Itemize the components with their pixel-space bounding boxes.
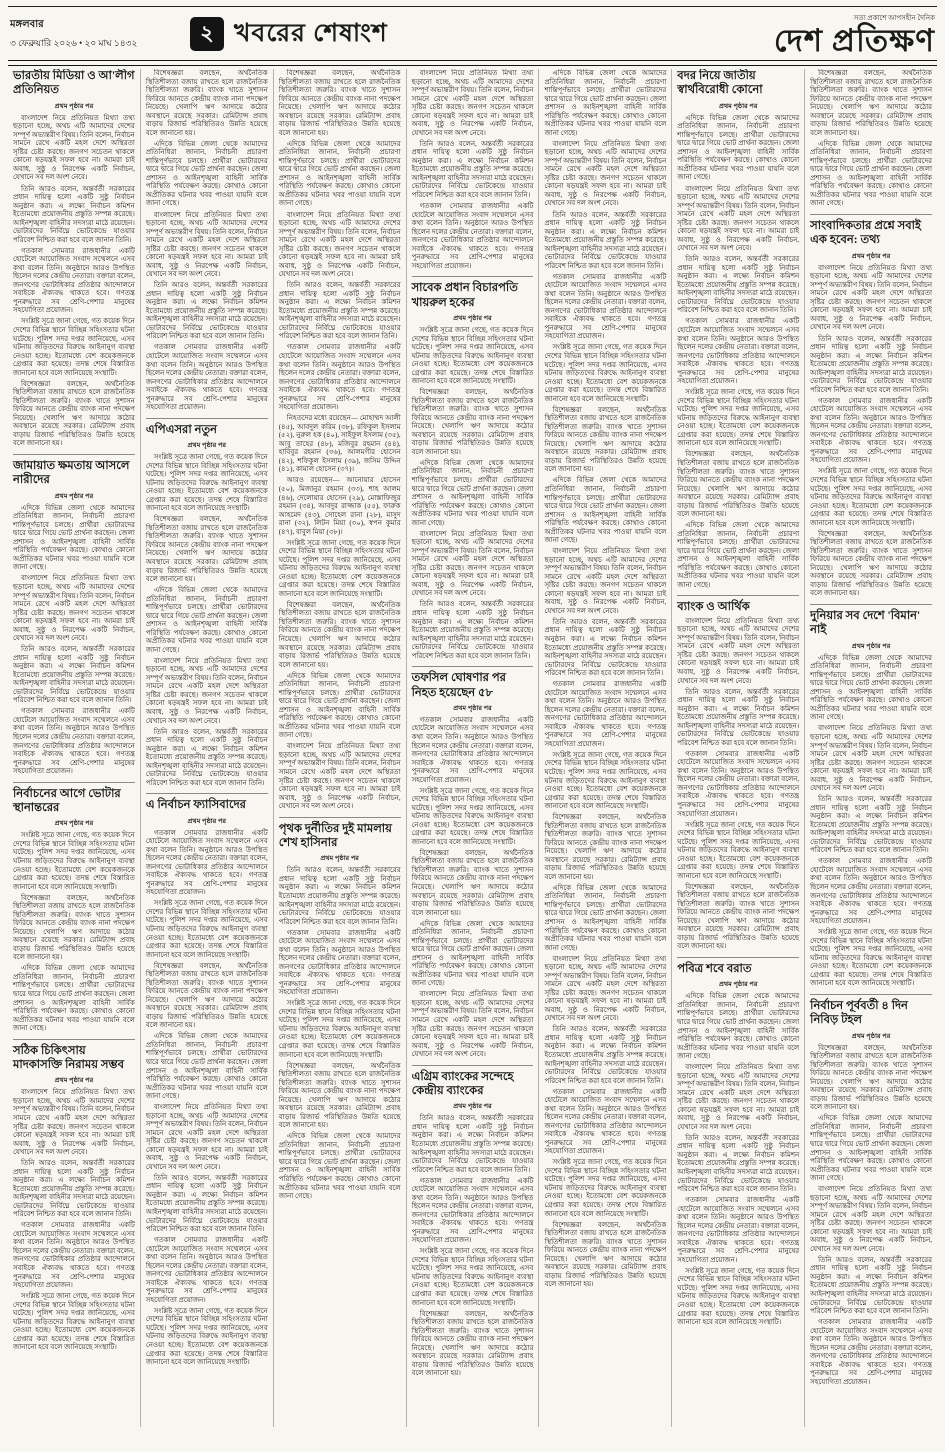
body-paragraph: বিশেষজ্ঞরা বলছেন, অর্থনৈতিক স্থিতিশীলতা বজায় রাখতে হলে রাজনৈতিক স্থিতিশীলতা জরুরি। ব্যাংক খাতে সুশাসন ফিরিয়ে আনতে কেন্দ্রীয় ব্যাংক নানা পদক্ষেপ নিয়েছে। খেলাপি ঋণ আদায়ে কঠোর অবস্থানে রয়েছে সরকার। রেমিট্যান্স প্রবাহ বাড়ায় রিজার্ভ পরিস্থিতিরও উন্নতি হয়েছে বলে জানানো হয়। [810, 69, 933, 137]
page-number-badge: ২ [190, 17, 224, 51]
column-1 [8, 69, 140, 1427]
body-paragraph: তিনি আরও বলেন, অন্তর্বর্তী সরকারের প্রধান দায়িত্ব হলো একটি সুষ্ঠু নির্বাচন অনুষ্ঠান করা। এ লক্ষ্যে নির্বাচন কমিশন ইতোমধ্যে প্রয়োজনীয় প্রস্তুতি সম্পন্ন করেছে। আইনশৃঙ্খলা বাহিনীর সদস্যরা মাঠে রয়েছেন। ভোটারদের নির্বিঘ্নে ভোটকেন্দ্রে যাওয়ার পরিবেশ নিশ্চিত করা হবে বলে জানান তিনি। [13, 645, 135, 705]
body-paragraph: গতকাল সোমবার রাজধানীর একটি হোটেলে আয়োজিত সংবাদ সম্মেলনে এসব কথা বলেন তিনি। অনুষ্ঠানে আরও উপস্থিত ছিলেন দলের কেন্দ্রীয় নেতারা। বক্তারা বলেন, জনগণের ভোটাধিকার প্রতিষ্ঠার আন্দোলনে সবাইকে ঐক্যবদ্ধ থাকতে হবে। গণতন্ত্র পুনরুদ্ধারে সব শ্রেণি-পেশার মানুষের সহযোগিতা প্রয়োজন। [677, 1196, 800, 1264]
body-paragraph: গতকাল সোমবার রাজধানীর একটি হোটেলে আয়োজিত সংবাদ সম্মেলনে এসব কথা বলেন তিনি। অনুষ্ঠানে আরও উপস্থিত ছিলেন দলের কেন্দ্রীয় নেতারা। বক্তারা বলেন, জনগণের ভোটাধিকার প্রতিষ্ঠার আন্দোলনে সবাইকে ঐক্যবদ্ধ থাকতে হবে। গণতন্ত্র পুনরুদ্ধারে সব শ্রেণি-পেশার মানুষের সহযোগিতা প্রয়োজন। [13, 1221, 135, 1290]
body-paragraph: বিশেষজ্ঞরা বলছেন, অর্থনৈতিক স্থিতিশীলতা বজায় রাখতে হলে রাজনৈতিক স্থিতিশীলতা জরুরি। ব্যাংক খাতে সুশাসন ফিরিয়ে আনতে কেন্দ্রীয় ব্যাংক নানা পদক্ষেপ নিয়েছে। খেলাপি ঋণ আদায়ে কঠোর অবস্থানে রয়েছে সরকার। রেমিট্যান্স প্রবাহ বাড়ায় রিজার্ভ পরিস্থিতিরও উন্নতি হয়েছে বলে জানানো হয়। [278, 69, 401, 137]
body-paragraph: তিনি আরও বলেন, অন্তর্বর্তী সরকারের প্রধান দায়িত্ব হলো একটি সুষ্ঠু নির্বাচন অনুষ্ঠান করা। এ লক্ষ্যে নির্বাচন কমিশন ইতোমধ্যে প্রয়োজনীয় প্রস্তুতি সম্পন্ন করেছে। আইনশৃঙ্খলা বাহিনীর সদস্যরা মাঠে রয়েছেন। ভোটারদের নির্বিঘ্নে ভোটকেন্দ্রে যাওয়ার পরিবেশ নিশ্চিত করা হবে বলে জানান তিনি। [544, 210, 667, 270]
body-paragraph: বাংলাদেশ নিয়ে প্রতিনিয়ত মিথ্যা তথ্য ছড়ানো হচ্ছে, অথচ এটি আমাদের দেশের সম্পূর্ণ অভ্যন্তরীণ বিষয়। তিনি বলেন, নির্বাচন সামনে রেখে একটি মহল দেশে অস্থিরতা সৃষ্টির চেষ্টা করছে। জনগণ সচেতন থাকলে কোনো ষড়যন্ত্রই সফল হবে না। আমরা চাই অবাধ, সুষ্ঠু ও নিরপেক্ষ একটি নির্বাচন, যেখানে সব দল অংশ নেবে। [278, 210, 401, 279]
date-block [10, 17, 180, 51]
article-headline: সাবেক প্রধান বিচারপতি খায়রুল হকের [412, 276, 534, 310]
body-paragraph: গতকাল সোমবার রাজধানীর একটি হোটেলে আয়োজিত সংবাদ সম্মেলনে এসব কথা বলেন তিনি। অনুষ্ঠানে আরও উপস্থিত ছিলেন দলের কেন্দ্রীয় নেতারা। বক্তারা বলেন, জনগণের ভোটাধিকার প্রতিষ্ঠার আন্দোলনে সবাইকে ঐক্যবদ্ধ থাকতে হবে। গণতন্ত্র পুনরুদ্ধারে সব শ্রেণি-পেশার মানুষের সহযোগিতা প্রয়োজন। [13, 246, 135, 315]
body-paragraph: বাংলাদেশ নিয়ে প্রতিনিয়ত মিথ্যা তথ্য ছড়ানো হচ্ছে, অথচ এটি আমাদের দেশের সম্পূর্ণ অভ্যন্তরীণ বিষয়। তিনি বলেন, নির্বাচন সামনে রেখে একটি মহল দেশে অস্থিরতা সৃষ্টির চেষ্টা করছে। জনগণ সচেতন থাকলে কোনো ষড়যন্ত্রই সফল হবে না। আমরা চাই অবাধ, সুষ্ঠু ও নিরপেক্ষ একটি নির্বাচন, যেখানে সব দল অংশ নেবে। [544, 547, 667, 615]
body-paragraph: গতকাল সোমবার রাজধানীর একটি হোটেলে আয়োজিত সংবাদ সম্মেলনে এসব কথা বলেন তিনি। অনুষ্ঠানে আরও উপস্থিত ছিলেন দলের কেন্দ্রীয় নেতারা। বক্তারা বলেন, জনগণের ভোটাধিকার প্রতিষ্ঠার আন্দোলনে সবাইকে ঐক্যবদ্ধ থাকতে হবে। গণতন্ত্র পুনরুদ্ধারে সব শ্রেণি-পেশার মানুষের সহযোগিতা প্রয়োজন। [411, 201, 534, 270]
body-paragraph: সংশ্লিষ্ট সূত্রে জানা গেছে, গত কয়েক দিনে দেশের বিভিন্ন স্থানে বিচ্ছিন্ন সহিংসতার ঘটনা ঘটেছে। পুলিশ সদর দপ্তর জানিয়েছে, এসব ঘটনায় জড়িতদের বিরুদ্ধে আইনানুগ ব্যবস্থা নেওয়া হচ্ছে। ইতোমধ্যে বেশ কয়েকজনকে গ্রেপ্তার করা হয়েছে। তদন্ত শেষে বিস্তারিত জানানো হবে বলে জানিয়েছে সংস্থাটি। [145, 453, 268, 513]
article-headline: পবিত্র শবে বরাত [677, 957, 799, 976]
article-headline: সঠিক চিকিৎসায় মাদকাসক্তি নিরাময় সম্ভব [13, 1039, 135, 1073]
body-paragraph: তিনি আরও বলেন, অন্তর্বর্তী সরকারের প্রধান দায়িত্ব হলো একটি সুষ্ঠু নির্বাচন অনুষ্ঠান করা। এ লক্ষ্যে নির্বাচন কমিশন ইতোমধ্যে প্রয়োজনীয় প্রস্তুতি সম্পন্ন করেছে। আইনশৃঙ্খলা বাহিনীর সদস্যরা মাঠে রয়েছেন। ভোটারদের নির্বিঘ্নে ভোটকেন্দ্রে যাওয়ার পরিবেশ নিশ্চিত করা হবে বলে জানান তিনি। [677, 255, 800, 315]
body-paragraph: গতকাল সোমবার রাজধানীর একটি হোটেলে আয়োজিত সংবাদ সম্মেলনে এসব কথা বলেন তিনি। অনুষ্ঠানে আরও উপস্থিত ছিলেন দলের কেন্দ্রীয় নেতারা। বক্তারা বলেন, জনগণের ভোটাধিকার প্রতিষ্ঠার আন্দোলনে সবাইকে ঐক্যবদ্ধ থাকতে হবে। গণতন্ত্র পুনরুদ্ধারে সব শ্রেণি-পেশার মানুষের সহযোগিতা প্রয়োজন। [810, 1318, 933, 1386]
body-paragraph: তিনি আরও বলেন, অন্তর্বর্তী সরকারের প্রধান দায়িত্ব হলো একটি সুষ্ঠু নির্বাচন অনুষ্ঠান করা। এ লক্ষ্যে নির্বাচন কমিশন ইতোমধ্যে প্রয়োজনীয় প্রস্তুতি সম্পন্ন করেছে। আইনশৃঙ্খলা বাহিনীর সদস্যরা মাঠে রয়েছেন। ভোটারদের নির্বিঘ্নে ভোটকেন্দ্রে যাওয়ার পরিবেশ নিশ্চিত করা হবে বলে জানান তিনি। [278, 281, 401, 341]
body-paragraph: সংশ্লিষ্ট সূত্রে জানা গেছে, গত কয়েক দিনে দেশের বিভিন্ন স্থানে বিচ্ছিন্ন সহিংসতার ঘটনা ঘটেছে। পুলিশ সদর দপ্তর জানিয়েছে, এসব ঘটনায় জড়িতদের বিরুদ্ধে আইনানুগ ব্যবস্থা নেওয়া হচ্ছে। ইতোমধ্যে বেশ কয়েকজনকে গ্রেপ্তার করা হয়েছে। তদন্ত শেষে বিস্তারিত জানানো হবে বলে জানিয়েছে সংস্থাটি। [677, 1266, 800, 1327]
body-paragraph: বাংলাদেশ নিয়ে প্রতিনিয়ত মিথ্যা তথ্য ছড়ানো হচ্ছে, অথচ এটি আমাদের দেশের সম্পূর্ণ অভ্যন্তরীণ বিষয়। তিনি বলেন, নির্বাচন সামনে রেখে একটি মহল দেশে অস্থিরতা সৃষ্টির চেষ্টা করছে। জনগণ সচেতন থাকলে কোনো ষড়যন্ত্রই সফল হবে না। আমরা চাই অবাধ, সুষ্ঠু ও নিরপেক্ষ একটি নির্বাচন, যেখানে সব দল অংশ নেবে। [411, 990, 534, 1059]
body-paragraph: গতকাল সোমবার রাজধানীর একটি হোটেলে আয়োজিত সংবাদ সম্মেলনে এসব কথা বলেন তিনি। অনুষ্ঠানে আরও উপস্থিত ছিলেন দলের কেন্দ্রীয় নেতারা। বক্তারা বলেন, জনগণের ভোটাধিকার প্রতিষ্ঠার আন্দোলনে সবাইকে ঐক্যবদ্ধ থাকতে হবে। গণতন্ত্র পুনরুদ্ধারে সব শ্রেণি-পেশার মানুষের সহযোগিতা প্রয়োজন। [411, 1176, 534, 1245]
body-paragraph: তিনি আরও বলেন, অন্তর্বর্তী সরকারের প্রধান দায়িত্ব হলো একটি সুষ্ঠু নির্বাচন অনুষ্ঠান করা। এ লক্ষ্যে নির্বাচন কমিশন ইতোমধ্যে প্রয়োজনীয় প্রস্তুতি সম্পন্ন করেছে। আইনশৃঙ্খলা বাহিনীর সদস্যরা মাঠে রয়েছেন। ভোটারদের নির্বিঘ্নে ভোটকেন্দ্রে যাওয়ার পরিবেশ নিশ্চিত করা হবে বলে জানান তিনি। [411, 1114, 534, 1174]
body-paragraph: গতকাল সোমবার রাজধানীর একটি হোটেলে আয়োজিত সংবাদ সম্মেলনে এসব কথা বলেন তিনি। অনুষ্ঠানে আরও উপস্থিত ছিলেন দলের কেন্দ্রীয় নেতারা। বক্তারা বলেন, জনগণের ভোটাধিকার প্রতিষ্ঠার আন্দোলনে সবাইকে ঐক্যবদ্ধ থাকতে হবে। গণতন্ত্র পুনরুদ্ধারে সব শ্রেণি-পেশার মানুষের সহযোগিতা প্রয়োজন। [13, 707, 135, 776]
body-paragraph: এদিকে বিভিন্ন জেলা থেকে আমাদের প্রতিনিধিরা জানান, নির্বাচনী প্রচারণা শান্তিপূর্ণভাবে চলছে। প্রার্থীরা ভোটারদের দ্বারে দ্বারে গিয়ে ভোট প্রার্থনা করছেন। জেলা প্রশাসন ও আইনশৃঙ্খলা বাহিনী সার্বিক পরিস্থিতি পর্যবেক্ষণ করছে। কোথাও কোনো অপ্রীতিকর ঘটনার খবর পাওয়া যায়নি বলে জানা গেছে। [278, 139, 401, 208]
body-paragraph: বাংলাদেশ নিয়ে প্রতিনিয়ত মিথ্যা তথ্য ছড়ানো হচ্ছে, অথচ এটি আমাদের দেশের সম্পূর্ণ অভ্যন্তরীণ বিষয়। তিনি বলেন, নির্বাচন সামনে রেখে একটি মহল দেশে অস্থিরতা সৃষ্টির চেষ্টা করছে। জনগণ সচেতন থাকলে কোনো ষড়যন্ত্রই সফল হবে না। আমরা চাই অবাধ, সুষ্ঠু ও নিরপেক্ষ একটি নির্বাচন, যেখানে সব দল অংশ নেবে। [677, 1063, 800, 1131]
body-paragraph: বিশেষজ্ঞরা বলছেন, অর্থনৈতিক স্থিতিশীলতা বজায় রাখতে হলে রাজনৈতিক স্থিতিশীলতা জরুরি। ব্যাংক খাতে সুশাসন ফিরিয়ে আনতে কেন্দ্রীয় ব্যাংক নানা পদক্ষেপ নিয়েছে। খেলাপি ঋণ আদায়ে কঠোর অবস্থানে রয়েছে সরকার। রেমিট্যান্স প্রবাহ বাড়ায় রিজার্ভ পরিস্থিতিরও উন্নতি হয়েছে বলে জানানো হয়। [544, 1220, 667, 1289]
body-paragraph: এদিকে বিভিন্ন জেলা থেকে আমাদের প্রতিনিধিরা জানান, নির্বাচনী প্রচারণা শান্তিপূর্ণভাবে চলছে। প্রার্থীরা ভোটারদের দ্বারে দ্বারে গিয়ে ভোট প্রার্থনা করছেন। জেলা প্রশাসন ও আইনশৃঙ্খলা বাহিনী সার্বিক পরিস্থিতি পর্যবেক্ষণ করছে। কোথাও কোনো অপ্রীতিকর ঘটনার খবর পাওয়া যায়নি বলে জানা গেছে। [810, 1114, 933, 1183]
body-paragraph: তিনি আরও বলেন, অন্তর্বর্তী সরকারের প্রধান দায়িত্ব হলো একটি সুষ্ঠু নির্বাচন অনুষ্ঠান করা। এ লক্ষ্যে নির্বাচন কমিশন ইতোমধ্যে প্রয়োজনীয় প্রস্তুতি সম্পন্ন করেছে। আইনশৃঙ্খলা বাহিনীর সদস্যরা মাঠে রয়েছেন। ভোটারদের নির্বিঘ্নে ভোটকেন্দ্রে যাওয়ার পরিবেশ নিশ্চিত করা হবে বলে জানান তিনি। [278, 866, 401, 926]
body-paragraph: বিশেষজ্ঞরা বলছেন, অর্থনৈতিক স্থিতিশীলতা বজায় রাখতে হলে রাজনৈতিক স্থিতিশীলতা জরুরি। ব্যাংক খাতে সুশাসন ফিরিয়ে আনতে কেন্দ্রীয় ব্যাংক নানা পদক্ষেপ নিয়েছে। খেলাপি ঋণ আদায়ে কঠোর অবস্থানে রয়েছে সরকার। রেমিট্যান্স প্রবাহ বাড়ায় রিজার্ভ পরিস্থিতিরও উন্নতি হয়েছে বলে জানানো হয়। [544, 813, 667, 881]
body-paragraph: সংশ্লিষ্ট সূত্রে জানা গেছে, গত কয়েক দিনে দেশের বিভিন্ন স্থানে বিচ্ছিন্ন সহিংসতার ঘটনা ঘটেছে। পুলিশ সদর দপ্তর জানিয়েছে, এসব ঘটনায় জড়িতদের বিরুদ্ধে আইনানুগ ব্যবস্থা নেওয়া হচ্ছে। ইতোমধ্যে বেশ কয়েকজনকে গ্রেপ্তার করা হয়েছে। তদন্ত শেষে বিস্তারিত জানানো হবে বলে জানিয়েছে সংস্থাটি। [145, 899, 268, 959]
column-6 [671, 69, 804, 1427]
body-paragraph: সংশ্লিষ্ট সূত্রে জানা গেছে, গত কয়েক দিনে দেশের বিভিন্ন স্থানে বিচ্ছিন্ন সহিংসতার ঘটনা ঘটেছে। পুলিশ সদর দপ্তর জানিয়েছে, এসব ঘটনায় জড়িতদের বিরুদ্ধে আইনানুগ ব্যবস্থা নেওয়া হচ্ছে। ইতোমধ্যে বেশ কয়েকজনকে গ্রেপ্তার করা হয়েছে। তদন্ত শেষে বিস্তারিত জানানো হবে বলে জানিয়েছে সংস্থাটি। [411, 325, 534, 386]
continued-from-label: প্রথম পৃষ্ঠার পর [54, 820, 94, 828]
body-paragraph: তিনি আরও বলেন, অন্তর্বর্তী সরকারের প্রধান দায়িত্ব হলো একটি সুষ্ঠু নির্বাচন অনুষ্ঠান করা। এ লক্ষ্যে নির্বাচন কমিশন ইতোমধ্যে প্রয়োজনীয় প্রস্তুতি সম্পন্ন করেছে। আইনশৃঙ্খলা বাহিনীর সদস্যরা মাঠে রয়েছেন। ভোটারদের নির্বিঘ্নে ভোটকেন্দ্রে যাওয়ার পরিবেশ নিশ্চিত করা হবে বলে জানান তিনি। [810, 334, 933, 394]
body-paragraph: সংশ্লিষ্ট সূত্রে জানা গেছে, গত কয়েক দিনে দেশের বিভিন্ন স্থানে বিচ্ছিন্ন সহিংসতার ঘটনা ঘটেছে। পুলিশ সদর দপ্তর জানিয়েছে, এসব ঘটনায় জড়িতদের বিরুদ্ধে আইনানুগ ব্যবস্থা নেওয়া হচ্ছে। ইতোমধ্যে বেশ কয়েকজনকে গ্রেপ্তার করা হয়েছে। তদন্ত শেষে বিস্তারিত জানানো হবে বলে জানিয়েছে সংস্থাটি। [677, 388, 800, 448]
body-paragraph: তিনি আরও বলেন, অন্তর্বর্তী সরকারের প্রধান দায়িত্ব হলো একটি সুষ্ঠু নির্বাচন অনুষ্ঠান করা। এ লক্ষ্যে নির্বাচন কমিশন ইতোমধ্যে প্রয়োজনীয় প্রস্তুতি সম্পন্ন করেছে। আইনশৃঙ্খলা বাহিনীর সদস্যরা মাঠে রয়েছেন। ভোটারদের নির্বিঘ্নে ভোটকেন্দ্রে যাওয়ার পরিবেশ নিশ্চিত করা হবে বলে জানান তিনি। [13, 1159, 135, 1219]
continued-from-label: প্রথম পৃষ্ঠার পর [851, 642, 891, 650]
continued-from-label: প্রথম পৃষ্ঠার পর [54, 102, 94, 110]
body-paragraph: গতকাল সোমবার রাজধানীর একটি হোটেলে আয়োজিত সংবাদ সম্মেলনে এসব কথা বলেন তিনি। অনুষ্ঠানে আরও উপস্থিত ছিলেন দলের কেন্দ্রীয় নেতারা। বক্তারা বলেন, জনগণের ভোটাধিকার প্রতিষ্ঠার আন্দোলনে সবাইকে ঐক্যবদ্ধ থাকতে হবে। গণতন্ত্র পুনরুদ্ধারে সব শ্রেণি-পেশার মানুষের সহযোগিতা প্রয়োজন। [145, 828, 268, 897]
body-paragraph: বিশেষজ্ঞরা বলছেন, অর্থনৈতিক স্থিতিশীলতা বজায় রাখতে হলে রাজনৈতিক স্থিতিশীলতা জরুরি। ব্যাংক খাতে সুশাসন ফিরিয়ে আনতে কেন্দ্রীয় ব্যাংক নানা পদক্ষেপ নিয়েছে। খেলাপি ঋণ আদায়ে কঠোর অবস্থানে রয়েছে সরকার। রেমিট্যান্স প্রবাহ বাড়ায় রিজার্ভ পরিস্থিতিরও উন্নতি হয়েছে বলে জানানো হয়। [411, 1309, 534, 1378]
body-paragraph: গতকাল সোমবার রাজধানীর একটি হোটেলে আয়োজিত সংবাদ সম্মেলনে এসব কথা বলেন তিনি। অনুষ্ঠানে আরও উপস্থিত ছিলেন দলের কেন্দ্রীয় নেতারা। বক্তারা বলেন, জনগণের ভোটাধিকার প্রতিষ্ঠার আন্দোলনে সবাইকে ঐক্যবদ্ধ থাকতে হবে। গণতন্ত্র পুনরুদ্ধারে সব শ্রেণি-পেশার মানুষের সহযোগিতা প্রয়োজন। [677, 749, 800, 818]
body-paragraph: তিনি আরও বলেন, অন্তর্বর্তী সরকারের প্রধান দায়িত্ব হলো একটি সুষ্ঠু নির্বাচন অনুষ্ঠান করা। এ লক্ষ্যে নির্বাচন কমিশন ইতোমধ্যে প্রয়োজনীয় প্রস্তুতি সম্পন্ন করেছে। আইনশৃঙ্খলা বাহিনীর সদস্যরা মাঠে রয়েছেন। ভোটারদের নির্বিঘ্নে ভোটকেন্দ্রে যাওয়ার পরিবেশ নিশ্চিত করা হবে বলে জানান তিনি। [145, 727, 268, 787]
body-paragraph: বাংলাদেশ নিয়ে প্রতিনিয়ত মিথ্যা তথ্য ছড়ানো হচ্ছে, অথচ এটি আমাদের দেশের সম্পূর্ণ অভ্যন্তরীণ বিষয়। তিনি বলেন, নির্বাচন সামনে রেখে একটি মহল দেশে অস্থিরতা সৃষ্টির চেষ্টা করছে। জনগণ সচেতন থাকলে কোনো ষড়যন্ত্রই সফল হবে না। আমরা চাই অবাধ, সুষ্ঠু ও নিরপেক্ষ একটি নির্বাচন, যেখানে সব দল অংশ নেবে। [810, 724, 933, 793]
masthead-block [774, 12, 935, 56]
body-paragraph: গতকাল সোমবার রাজধানীর একটি হোটেলে আয়োজিত সংবাদ সম্মেলনে এসব কথা বলেন তিনি। অনুষ্ঠানে আরও উপস্থিত ছিলেন দলের কেন্দ্রীয় নেতারা। বক্তারা বলেন, জনগণের ভোটাধিকার প্রতিষ্ঠার আন্দোলনে সবাইকে ঐক্যবদ্ধ থাকতে হবে। গণতন্ত্র পুনরুদ্ধারে সব শ্রেণি-পেশার মানুষের সহযোগিতা প্রয়োজন। [810, 396, 933, 465]
body-paragraph: গতকাল সোমবার রাজধানীর একটি হোটেলে আয়োজিত সংবাদ সম্মেলনে এসব কথা বলেন তিনি। অনুষ্ঠানে আরও উপস্থিত ছিলেন দলের কেন্দ্রীয় নেতারা। বক্তারা বলেন, জনগণের ভোটাধিকার প্রতিষ্ঠার আন্দোলনে সবাইকে ঐক্যবদ্ধ থাকতে হবে। গণতন্ত্র পুনরুদ্ধারে সব শ্রেণি-পেশার মানুষের সহযোগিতা প্রয়োজন। [544, 1087, 667, 1156]
body-paragraph: এদিকে বিভিন্ন জেলা থেকে আমাদের প্রতিনিধিরা জানান, নির্বাচনী প্রচারণা শান্তিপূর্ণভাবে চলছে। প্রার্থীরা ভোটারদের দ্বারে দ্বারে গিয়ে ভোট প্রার্থনা করছেন। জেলা প্রশাসন ও আইনশৃঙ্খলা বাহিনী সার্বিক পরিস্থিতি পর্যবেক্ষণ করছে। কোথাও কোনো অপ্রীতিকর ঘটনার খবর পাওয়া যায়নি বলে জানা গেছে। [145, 586, 268, 654]
body-paragraph: সংশ্লিষ্ট সূত্রে জানা গেছে, গত কয়েক দিনে দেশের বিভিন্ন স্থানে বিচ্ছিন্ন সহিংসতার ঘটনা ঘটেছে। পুলিশ সদর দপ্তর জানিয়েছে, এসব ঘটনায় জড়িতদের বিরুদ্ধে আইনানুগ ব্যবস্থা নেওয়া হচ্ছে। ইতোমধ্যে বেশ কয়েকজনকে গ্রেপ্তার করা হয়েছে। তদন্ত শেষে বিস্তারিত জানানো হবে বলে জানিয়েছে সংস্থাটি। [13, 1292, 135, 1352]
body-paragraph: তিনি আরও বলেন, অন্তর্বর্তী সরকারের প্রধান দায়িত্ব হলো একটি সুষ্ঠু নির্বাচন অনুষ্ঠান করা। এ লক্ষ্যে নির্বাচন কমিশন ইতোমধ্যে প্রয়োজনীয় প্রস্তুতি সম্পন্ন করেছে। আইনশৃঙ্খলা বাহিনীর সদস্যরা মাঠে রয়েছেন। ভোটারদের নির্বিঘ্নে ভোটকেন্দ্রে যাওয়ার পরিবেশ নিশ্চিত করা হবে বলে জানান তিনি। [13, 184, 135, 244]
body-paragraph: গতকাল সোমবার রাজধানীর একটি হোটেলে আয়োজিত সংবাদ সম্মেলনে এসব কথা বলেন তিনি। অনুষ্ঠানে আরও উপস্থিত ছিলেন দলের কেন্দ্রীয় নেতারা। বক্তারা বলেন, জনগণের ভোটাধিকার প্রতিষ্ঠার আন্দোলনে সবাইকে ঐক্যবদ্ধ থাকতে হবে। গণতন্ত্র পুনরুদ্ধারে সব শ্রেণি-পেশার মানুষের সহযোগিতা প্রয়োজন। [677, 317, 800, 386]
body-paragraph: তিনি আরও বলেন, অন্তর্বর্তী সরকারের প্রধান দায়িত্ব হলো একটি সুষ্ঠু নির্বাচন অনুষ্ঠান করা। এ লক্ষ্যে নির্বাচন কমিশন ইতোমধ্যে প্রয়োজনীয় প্রস্তুতি সম্পন্ন করেছে। আইনশৃঙ্খলা বাহিনীর সদস্যরা মাঠে রয়েছেন। ভোটারদের নির্বিঘ্নে ভোটকেন্দ্রে যাওয়ার পরিবেশ নিশ্চিত করা হবে বলে জানান তিনি। [810, 1255, 933, 1316]
body-paragraph: বিশেষজ্ঞরা বলছেন, অর্থনৈতিক স্থিতিশীলতা বজায় রাখতে হলে রাজনৈতিক স্থিতিশীলতা জরুরি। ব্যাংক খাতে সুশাসন ফিরিয়ে আনতে কেন্দ্রীয় ব্যাংক নানা পদক্ষেপ নিয়েছে। খেলাপি ঋণ আদায়ে কঠোর অবস্থানে রয়েছে সরকার। রেমিট্যান্স প্রবাহ বাড়ায় রিজার্ভ পরিস্থিতিরও উন্নতি হয়েছে বলে জানানো হয়। [145, 515, 268, 584]
body-paragraph: এদিকে বিভিন্ন জেলা থেকে আমাদের প্রতিনিধিরা জানান, নির্বাচনী প্রচারণা শান্তিপূর্ণভাবে চলছে। প্রার্থীরা ভোটারদের দ্বারে দ্বারে গিয়ে ভোট প্রার্থনা করছেন। জেলা প্রশাসন ও আইনশৃঙ্খলা বাহিনী সার্বিক পরিস্থিতি পর্যবেক্ষণ করছে। কোথাও কোনো অপ্রীতিকর ঘটনার খবর পাওয়া যায়নি বলে জানা গেছে। [810, 653, 933, 722]
article-headline: তফসিল ঘোষণার পর নিহত হয়েছেন ৫৮ [412, 666, 534, 700]
page-header [8, 6, 937, 60]
body-paragraph: বিশেষজ্ঞরা বলছেন, অর্থনৈতিক স্থিতিশীলতা বজায় রাখতে হলে রাজনৈতিক স্থিতিশীলতা জরুরি। ব্যাংক খাতে সুশাসন ফিরিয়ে আনতে কেন্দ্রীয় ব্যাংক নানা পদক্ষেপ নিয়েছে। খেলাপি ঋণ আদায়ে কঠোর অবস্থানে রয়েছে সরকার। রেমিট্যান্স প্রবাহ বাড়ায় রিজার্ভ পরিস্থিতিরও উন্নতি হয়েছে বলে জানানো হয়। [13, 893, 135, 962]
body-paragraph: এদিকে বিভিন্ন জেলা থেকে আমাদের প্রতিনিধিরা জানান, নির্বাচনী প্রচারণা শান্তিপূর্ণভাবে চলছে। প্রার্থীরা ভোটারদের দ্বারে দ্বারে গিয়ে ভোট প্রার্থনা করছেন। জেলা প্রশাসন ও আইনশৃঙ্খলা বাহিনী সার্বিক পরিস্থিতি পর্যবেক্ষণ করছে। কোথাও কোনো অপ্রীতিকর ঘটনার খবর পাওয়া যায়নি বলে জানা গেছে। [810, 139, 933, 208]
body-paragraph: সংশ্লিষ্ট সূত্রে জানা গেছে, গত কয়েক দিনে দেশের বিভিন্ন স্থানে বিচ্ছিন্ন সহিংসতার ঘটনা ঘটেছে। পুলিশ সদর দপ্তর জানিয়েছে, এসব ঘটনায় জড়িতদের বিরুদ্ধে আইনানুগ ব্যবস্থা নেওয়া হচ্ছে। ইতোমধ্যে বেশ কয়েকজনকে গ্রেপ্তার করা হয়েছে। তদন্ত শেষে বিস্তারিত জানানো হবে বলে জানিয়েছে সংস্থাটি। [544, 750, 667, 811]
continued-from-label: প্রথম পৃষ্ঠার পর [453, 314, 492, 322]
article-headline: নির্বাচন পূর্ববর্তী ৪ দিন নিবিড় টহল [810, 994, 932, 1028]
article-headline: ভারতীয় মিডিয়া ও আ'লীগ প্রতিনিয়ত [13, 70, 135, 97]
column-4 [406, 69, 539, 1427]
body-paragraph: এদিকে বিভিন্ন জেলা থেকে আমাদের প্রতিনিধিরা জানান, নির্বাচনী প্রচারণা শান্তিপূর্ণভাবে চলছে। প্রার্থীরা ভোটারদের দ্বারে দ্বারে গিয়ে ভোট প্রার্থনা করছেন। জেলা প্রশাসন ও আইনশৃঙ্খলা বাহিনী সার্বিক পরিস্থিতি পর্যবেক্ষণ করছে। কোথাও কোনো অপ্রীতিকর ঘটনার খবর পাওয়া যায়নি বলে জানা গেছে। [145, 1032, 268, 1101]
body-paragraph: তিনি আরও বলেন, অন্তর্বর্তী সরকারের প্রধান দায়িত্ব হলো একটি সুষ্ঠু নির্বাচন অনুষ্ঠান করা। এ লক্ষ্যে নির্বাচন কমিশন ইতোমধ্যে প্রয়োজনীয় প্রস্তুতি সম্পন্ন করেছে। আইনশৃঙ্খলা বাহিনীর সদস্যরা মাঠে রয়েছেন। ভোটারদের নির্বিঘ্নে ভোটকেন্দ্রে যাওয়ার পরিবেশ নিশ্চিত করা হবে বলে জানান তিনি। [810, 795, 933, 855]
body-paragraph: বিশেষজ্ঞরা বলছেন, অর্থনৈতিক স্থিতিশীলতা বজায় রাখতে হলে রাজনৈতিক স্থিতিশীলতা জরুরি। ব্যাংক খাতে সুশাসন ফিরিয়ে আনতে কেন্দ্রীয় ব্যাংক নানা পদক্ষেপ নিয়েছে। খেলাপি ঋণ আদায়ে কঠোর অবস্থানে রয়েছে সরকার। রেমিট্যান্স প্রবাহ বাড়ায় রিজার্ভ পরিস্থিতিরও উন্নতি হয়েছে বলে জানানো হয়। [411, 848, 534, 917]
continued-from-label: প্রথম পৃষ্ঠার পর [851, 252, 891, 260]
body-paragraph: বিশেষজ্ঞরা বলছেন, অর্থনৈতিক স্থিতিশীলতা বজায় রাখতে হলে রাজনৈতিক স্থিতিশীলতা জরুরি। ব্যাংক খাতে সুশাসন ফিরিয়ে আনতে কেন্দ্রীয় ব্যাংক নানা পদক্ষেপ নিয়েছে। খেলাপি ঋণ আদায়ে কঠোর অবস্থানে রয়েছে সরকার। রেমিট্যান্স প্রবাহ বাড়ায় রিজার্ভ পরিস্থিতিরও উন্নতি হয়েছে বলে জানানো হয়। [810, 529, 933, 598]
column-5 [538, 69, 671, 1427]
body-paragraph: বাংলাদেশ নিয়ে প্রতিনিয়ত মিথ্যা তথ্য ছড়ানো হচ্ছে, অথচ এটি আমাদের দেশের সম্পূর্ণ অভ্যন্তরীণ বিষয়। তিনি বলেন, নির্বাচন সামনে রেখে একটি মহল দেশে অস্থিরতা সৃষ্টির চেষ্টা করছে। জনগণ সচেতন থাকলে কোনো ষড়যন্ত্রই সফল হবে না। আমরা চাই অবাধ, সুষ্ঠু ও নিরপেক্ষ একটি নির্বাচন, যেখানে সব দল অংশ নেবে। [544, 954, 667, 1023]
column-2 [140, 69, 273, 1427]
day-label: মঙ্গলবার [10, 19, 44, 30]
body-paragraph: বিশেষজ্ঞরা বলছেন, অর্থনৈতিক স্থিতিশীলতা বজায় রাখতে হলে রাজনৈতিক স্থিতিশীলতা জরুরি। ব্যাংক খাতে সুশাসন ফিরিয়ে আনতে কেন্দ্রীয় ব্যাংক নানা পদক্ষেপ নিয়েছে। খেলাপি ঋণ আদায়ে কঠোর অবস্থানে রয়েছে সরকার। রেমিট্যান্স প্রবাহ বাড়ায় রিজার্ভ পরিস্থিতিরও উন্নতি হয়েছে বলে জানানো হয়। [145, 961, 268, 1030]
body-paragraph: তিনি আরও বলেন, অন্তর্বর্তী সরকারের প্রধান দায়িত্ব হলো একটি সুষ্ঠু নির্বাচন অনুষ্ঠান করা। এ লক্ষ্যে নির্বাচন কমিশন ইতোমধ্যে প্রয়োজনীয় প্রস্তুতি সম্পন্ন করেছে। আইনশৃঙ্খলা বাহিনীর সদস্যরা মাঠে রয়েছেন। ভোটারদের নির্বিঘ্নে ভোটকেন্দ্রে যাওয়ার পরিবেশ নিশ্চিত করা হবে বলে জানান তিনি। [677, 1133, 800, 1194]
body-paragraph: এদিকে বিভিন্ন জেলা থেকে আমাদের প্রতিনিধিরা জানান, নির্বাচনী প্রচারণা শান্তিপূর্ণভাবে চলছে। প্রার্থীরা ভোটারদের দ্বারে দ্বারে গিয়ে ভোট প্রার্থনা করছেন। জেলা প্রশাসন ও আইনশৃঙ্খলা বাহিনী সার্বিক পরিস্থিতি পর্যবেক্ষণ করছে। কোথাও কোনো অপ্রীতিকর ঘটনার খবর পাওয়া যায়নি বলে জানা গেছে। [544, 69, 667, 137]
body-paragraph: তিনি আরও বলেন, অন্তর্বর্তী সরকারের প্রধান দায়িত্ব হলো একটি সুষ্ঠু নির্বাচন অনুষ্ঠান করা। এ লক্ষ্যে নির্বাচন কমিশন ইতোমধ্যে প্রয়োজনীয় প্রস্তুতি সম্পন্ন করেছে। আইনশৃঙ্খলা বাহিনীর সদস্যরা মাঠে রয়েছেন। ভোটারদের নির্বিঘ্নে ভোটকেন্দ্রে যাওয়ার পরিবেশ নিশ্চিত করা হবে বলে জানান তিনি। [145, 281, 268, 341]
body-paragraph: তিনি আরও বলেন, অন্তর্বর্তী সরকারের প্রধান দায়িত্ব হলো একটি সুষ্ঠু নির্বাচন অনুষ্ঠান করা। এ লক্ষ্যে নির্বাচন কমিশন ইতোমধ্যে প্রয়োজনীয় প্রস্তুতি সম্পন্ন করেছে। আইনশৃঙ্খলা বাহিনীর সদস্যরা মাঠে রয়েছেন। ভোটারদের নির্বিঘ্নে ভোটকেন্দ্রে যাওয়ার পরিবেশ নিশ্চিত করা হবে বলে জানান তিনি। [544, 617, 667, 678]
body-paragraph: বিশেষজ্ঞরা বলছেন, অর্থনৈতিক স্থিতিশীলতা বজায় রাখতে হলে রাজনৈতিক স্থিতিশীলতা জরুরি। ব্যাংক খাতে সুশাসন ফিরিয়ে আনতে কেন্দ্রীয় ব্যাংক নানা পদক্ষেপ নিয়েছে। খেলাপি ঋণ আদায়ে কঠোর অবস্থানে রয়েছে সরকার। রেমিট্যান্স প্রবাহ বাড়ায় রিজার্ভ পরিস্থিতিরও উন্নতি হয়েছে বলে জানানো হয়। [677, 450, 800, 519]
body-paragraph: গতকাল সোমবার রাজধানীর একটি হোটেলে আয়োজিত সংবাদ সম্মেলনে এসব কথা বলেন তিনি। অনুষ্ঠানে আরও উপস্থিত ছিলেন দলের কেন্দ্রীয় নেতারা। বক্তারা বলেন, জনগণের ভোটাধিকার প্রতিষ্ঠার আন্দোলনে সবাইকে ঐক্যবদ্ধ থাকতে হবে। গণতন্ত্র পুনরুদ্ধারে সব শ্রেণি-পেশার মানুষের সহযোগিতা প্রয়োজন। [544, 272, 667, 341]
article-headline: এগ্রিম ব্যাংকের সন্দেহে কেন্দ্রীয় ব্যাংকের [412, 1065, 534, 1099]
body-paragraph: বাংলাদেশ নিয়ে প্রতিনিয়ত মিথ্যা তথ্য ছড়ানো হচ্ছে, অথচ এটি আমাদের দেশের সম্পূর্ণ অভ্যন্তরীণ বিষয়। তিনি বলেন, নির্বাচন সামনে রেখে একটি মহল দেশে অস্থিরতা সৃষ্টির চেষ্টা করছে। জনগণ সচেতন থাকলে কোনো ষড়যন্ত্রই সফল হবে না। আমরা চাই অবাধ, সুষ্ঠু ও নিরপেক্ষ একটি নির্বাচন, যেখানে সব দল অংশ নেবে। [13, 574, 135, 643]
body-paragraph: বিশেষজ্ঞরা বলছেন, অর্থনৈতিক স্থিতিশীলতা বজায় রাখতে হলে রাজনৈতিক স্থিতিশীলতা জরুরি। ব্যাংক খাতে সুশাসন ফিরিয়ে আনতে কেন্দ্রীয় ব্যাংক নানা পদক্ষেপ নিয়েছে। খেলাপি ঋণ আদায়ে কঠোর অবস্থানে রয়েছে সরকার। রেমিট্যান্স প্রবাহ বাড়ায় রিজার্ভ পরিস্থিতিরও উন্নতি হয়েছে বলে জানানো হয়। [145, 69, 268, 137]
section-title: খবরের শেষাংশ [234, 19, 388, 47]
article-headline: এপিএসরা নতুন [146, 418, 268, 437]
body-paragraph: এদিকে বিভিন্ন জেলা থেকে আমাদের প্রতিনিধিরা জানান, নির্বাচনী প্রচারণা শান্তিপূর্ণভাবে চলছে। প্রার্থীরা ভোটারদের দ্বারে দ্বারে গিয়ে ভোট প্রার্থনা করছেন। জেলা প্রশাসন ও আইনশৃঙ্খলা বাহিনী সার্বিক পরিস্থিতি পর্যবেক্ষণ করছে। কোথাও কোনো অপ্রীতিকর ঘটনার খবর পাওয়া যায়নি বলে জানা গেছে। [544, 476, 667, 545]
body-paragraph: এদিকে বিভিন্ন জেলা থেকে আমাদের প্রতিনিধিরা জানান, নির্বাচনী প্রচারণা শান্তিপূর্ণভাবে চলছে। প্রার্থীরা ভোটারদের দ্বারে দ্বারে গিয়ে ভোট প্রার্থনা করছেন। জেলা প্রশাসন ও আইনশৃঙ্খলা বাহিনী সার্বিক পরিস্থিতি পর্যবেক্ষণ করছে। কোথাও কোনো অপ্রীতিকর ঘটনার খবর পাওয়া যায়নি বলে জানা গেছে। [278, 1132, 401, 1201]
body-paragraph: বিশেষজ্ঞরা বলছেন, অর্থনৈতিক স্থিতিশীলতা বজায় রাখতে হলে রাজনৈতিক স্থিতিশীলতা জরুরি। ব্যাংক খাতে সুশাসন ফিরিয়ে আনতে কেন্দ্রীয় ব্যাংক নানা পদক্ষেপ নিয়েছে। খেলাপি ঋণ আদায়ে কঠোর অবস্থানে রয়েছে সরকার। রেমিট্যান্স প্রবাহ বাড়ায় রিজার্ভ পরিস্থিতিরও উন্নতি হয়েছে বলে জানানো হয়। [544, 405, 667, 474]
body-paragraph: তিনি আরও বলেন, অন্তর্বর্তী সরকারের প্রধান দায়িত্ব হলো একটি সুষ্ঠু নির্বাচন অনুষ্ঠান করা। এ লক্ষ্যে নির্বাচন কমিশন ইতোমধ্যে প্রয়োজনীয় প্রস্তুতি সম্পন্ন করেছে। আইনশৃঙ্খলা বাহিনীর সদস্যরা মাঠে রয়েছেন। ভোটারদের নির্বিঘ্নে ভোটকেন্দ্রে যাওয়ার পরিবেশ নিশ্চিত করা হবে বলে জানান তিনি। [145, 1173, 268, 1234]
body-paragraph: বিশেষজ্ঞরা বলছেন, অর্থনৈতিক স্থিতিশীলতা বজায় রাখতে হলে রাজনৈতিক স্থিতিশীলতা জরুরি। ব্যাংক খাতে সুশাসন ফিরিয়ে আনতে কেন্দ্রীয় ব্যাংক নানা পদক্ষেপ নিয়েছে। খেলাপি ঋণ আদায়ে কঠোর অবস্থানে রয়েছে সরকার। রেমিট্যান্স প্রবাহ বাড়ায় রিজার্ভ পরিস্থিতিরও উন্নতি হয়েছে বলে জানানো হয়। [278, 600, 401, 669]
body-paragraph: বিশেষজ্ঞরা বলছেন, অর্থনৈতিক স্থিতিশীলতা বজায় রাখতে হলে রাজনৈতিক স্থিতিশীলতা জরুরি। ব্যাংক খাতে সুশাসন ফিরিয়ে আনতে কেন্দ্রীয় ব্যাংক নানা পদক্ষেপ নিয়েছে। খেলাপি ঋণ আদায়ে কঠোর অবস্থানে রয়েছে সরকার। রেমিট্যান্স প্রবাহ বাড়ায় রিজার্ভ পরিস্থিতিরও উন্নতি হয়েছে বলে জানানো হয়। [13, 379, 135, 448]
body-paragraph: তিনি আরও বলেন, অন্তর্বর্তী সরকারের প্রধান দায়িত্ব হলো একটি সুষ্ঠু নির্বাচন অনুষ্ঠান করা। এ লক্ষ্যে নির্বাচন কমিশন ইতোমধ্যে প্রয়োজনীয় প্রস্তুতি সম্পন্ন করেছে। আইনশৃঙ্খলা বাহিনীর সদস্যরা মাঠে রয়েছেন। ভোটারদের নির্বিঘ্নে ভোটকেন্দ্রে যাওয়ার পরিবেশ নিশ্চিত করা হবে বলে জানান তিনি। [411, 139, 534, 199]
body-paragraph: গতকাল সোমবার রাজধানীর একটি হোটেলে আয়োজিত সংবাদ সম্মেলনে এসব কথা বলেন তিনি। অনুষ্ঠানে আরও উপস্থিত ছিলেন দলের কেন্দ্রীয় নেতারা। বক্তারা বলেন, জনগণের ভোটাধিকার প্রতিষ্ঠার আন্দোলনে সবাইকে ঐক্যবদ্ধ থাকতে হবে। গণতন্ত্র পুনরুদ্ধারে সব শ্রেণি-পেশার মানুষের সহযোগিতা প্রয়োজন। [278, 928, 401, 997]
body-paragraph: তিনি আরও বলেন, অন্তর্বর্তী সরকারের প্রধান দায়িত্ব হলো একটি সুষ্ঠু নির্বাচন অনুষ্ঠান করা। এ লক্ষ্যে নির্বাচন কমিশন ইতোমধ্যে প্রয়োজনীয় প্রস্তুতি সম্পন্ন করেছে। আইনশৃঙ্খলা বাহিনীর সদস্যরা মাঠে রয়েছেন। ভোটারদের নির্বিঘ্নে ভোটকেন্দ্রে যাওয়ার পরিবেশ নিশ্চিত করা হবে বলে জানান তিনি। [544, 1025, 667, 1085]
article-headline: পৃথক দুর্নীতির দুই মামলায় শেখ হাসিনার [279, 817, 401, 851]
body-paragraph: এদিকে বিভিন্ন জেলা থেকে আমাদের প্রতিনিধিরা জানান, নির্বাচনী প্রচারণা শান্তিপূর্ণভাবে চলছে। প্রার্থীরা ভোটারদের দ্বারে দ্বারে গিয়ে ভোট প্রার্থনা করছেন। জেলা প্রশাসন ও আইনশৃঙ্খলা বাহিনী সার্বিক পরিস্থিতি পর্যবেক্ষণ করছে। কোথাও কোনো অপ্রীতিকর ঘটনার খবর পাওয়া যায়নি বলে জানা গেছে। [677, 521, 800, 589]
continued-from-label: প্রথম পৃষ্ঠার পর [54, 1077, 94, 1085]
header-divider-rule [8, 60, 937, 66]
body-paragraph: এদিকে বিভিন্ন জেলা থেকে আমাদের প্রতিনিধিরা জানান, নির্বাচনী প্রচারণা শান্তিপূর্ণভাবে চলছে। প্রার্থীরা ভোটারদের দ্বারে দ্বারে গিয়ে ভোট প্রার্থনা করছেন। জেলা প্রশাসন ও আইনশৃঙ্খলা বাহিনী সার্বিক পরিস্থিতি পর্যবেক্ষণ করছে। কোথাও কোনো অপ্রীতিকর ঘটনার খবর পাওয়া যায়নি বলে জানা গেছে। [411, 458, 534, 527]
body-paragraph: বাংলাদেশ নিয়ে প্রতিনিয়ত মিথ্যা তথ্য ছড়ানো হচ্ছে, অথচ এটি আমাদের দেশের সম্পূর্ণ অভ্যন্তরীণ বিষয়। তিনি বলেন, নির্বাচন সামনে রেখে একটি মহল দেশে অস্থিরতা সৃষ্টির চেষ্টা করছে। জনগণ সচেতন থাকলে কোনো ষড়যন্ত্রই সফল হবে না। আমরা চাই অবাধ, সুষ্ঠু ও নিরপেক্ষ একটি নির্বাচন, যেখানে সব দল অংশ নেবে। [544, 139, 667, 208]
body-paragraph: সংশ্লিষ্ট সূত্রে জানা গেছে, গত কয়েক দিনে দেশের বিভিন্ন স্থানে বিচ্ছিন্ন সহিংসতার ঘটনা ঘটেছে। পুলিশ সদর দপ্তর জানিয়েছে, এসব ঘটনায় জড়িতদের বিরুদ্ধে আইনানুগ ব্যবস্থা নেওয়া হচ্ছে। ইতোমধ্যে বেশ কয়েকজনকে গ্রেপ্তার করা হয়েছে। তদন্ত শেষে বিস্তারিত জানানো হবে বলে জানিয়েছে সংস্থাটি। [278, 538, 401, 598]
masthead-title: দেশ প্রতিক্ষণ [773, 23, 935, 58]
article-headline: ব্যাংক ও আর্থিক [677, 595, 799, 614]
body-paragraph: তিনি আরও বলেন, অন্তর্বর্তী সরকারের প্রধান দায়িত্ব হলো একটি সুষ্ঠু নির্বাচন অনুষ্ঠান করা। এ লক্ষ্যে নির্বাচন কমিশন ইতোমধ্যে প্রয়োজনীয় প্রস্তুতি সম্পন্ন করেছে। আইনশৃঙ্খলা বাহিনীর সদস্যরা মাঠে রয়েছেন। ভোটারদের নির্বিঘ্নে ভোটকেন্দ্রে যাওয়ার পরিবেশ নিশ্চিত করা হবে বলে জানান তিনি। [677, 687, 800, 747]
articles-columns [8, 69, 937, 1427]
body-paragraph: গতকাল সোমবার রাজধানীর একটি হোটেলে আয়োজিত সংবাদ সম্মেলনে এসব কথা বলেন তিনি। অনুষ্ঠানে আরও উপস্থিত ছিলেন দলের কেন্দ্রীয় নেতারা। বক্তারা বলেন, জনগণের ভোটাধিকার প্রতিষ্ঠার আন্দোলনে সবাইকে ঐক্যবদ্ধ থাকতে হবে। গণতন্ত্র পুনরুদ্ধারে সব শ্রেণি-পেশার মানুষের সহযোগিতা প্রয়োজন। [411, 715, 534, 784]
body-paragraph: এদিকে বিভিন্ন জেলা থেকে আমাদের প্রতিনিধিরা জানান, নির্বাচনী প্রচারণা শান্তিপূর্ণভাবে চলছে। প্রার্থীরা ভোটারদের দ্বারে দ্বারে গিয়ে ভোট প্রার্থনা করছেন। জেলা প্রশাসন ও আইনশৃঙ্খলা বাহিনী সার্বিক পরিস্থিতি পর্যবেক্ষণ করছে। কোথাও কোনো অপ্রীতিকর ঘটনার খবর পাওয়া যায়নি বলে জানা গেছে। [411, 919, 534, 988]
body-paragraph: সংশ্লিষ্ট সূত্রে জানা গেছে, গত কয়েক দিনে দেশের বিভিন্ন স্থানে বিচ্ছিন্ন সহিংসতার ঘটনা ঘটেছে। পুলিশ সদর দপ্তর জানিয়েছে, এসব ঘটনায় জড়িতদের বিরুদ্ধে আইনানুগ ব্যবস্থা নেওয়া হচ্ছে। ইতোমধ্যে বেশ কয়েকজনকে গ্রেপ্তার করা হয়েছে। তদন্ত শেষে বিস্তারিত জানানো হবে বলে জানিয়েছে সংস্থাটি। [411, 1247, 534, 1307]
continued-from-label: প্রথম পৃষ্ঠার পর [718, 981, 758, 989]
continued-from-label: প্রথম পৃষ্ঠার পর [187, 817, 227, 825]
article-headline: নির্বাচনের আগে ভোটার স্থানান্তরের [13, 782, 135, 816]
body-paragraph: বাংলাদেশ নিয়ে প্রতিনিয়ত মিথ্যা তথ্য ছড়ানো হচ্ছে, অথচ এটি আমাদের দেশের সম্পূর্ণ অভ্যন্তরীণ বিষয়। তিনি বলেন, নির্বাচন সামনে রেখে একটি মহল দেশে অস্থিরতা সৃষ্টির চেষ্টা করছে। জনগণ সচেতন থাকলে কোনো ষড়যন্ত্রই সফল হবে না। আমরা চাই অবাধ, সুষ্ঠু ও নিরপেক্ষ একটি নির্বাচন, যেখানে সব দল অংশ নেবে। [13, 1088, 135, 1157]
continued-from-label: প্রথম পৃষ্ঠার পর [453, 1103, 492, 1111]
body-paragraph: তিনি আরও বলেন, অন্তর্বর্তী সরকারের প্রধান দায়িত্ব হলো একটি সুষ্ঠু নির্বাচন অনুষ্ঠান করা। এ লক্ষ্যে নির্বাচন কমিশন ইতোমধ্যে প্রয়োজনীয় প্রস্তুতি সম্পন্ন করেছে। আইনশৃঙ্খলা বাহিনীর সদস্যরা মাঠে রয়েছেন। ভোটারদের নির্বিঘ্নে ভোটকেন্দ্রে যাওয়ার পরিবেশ নিশ্চিত করা হবে বলে জানান তিনি। [411, 600, 534, 660]
body-paragraph: বাংলাদেশ নিয়ে প্রতিনিয়ত মিথ্যা তথ্য ছড়ানো হচ্ছে, অথচ এটি আমাদের দেশের সম্পূর্ণ অভ্যন্তরীণ বিষয়। তিনি বলেন, নির্বাচন সামনে রেখে একটি মহল দেশে অস্থিরতা সৃষ্টির চেষ্টা করছে। জনগণ সচেতন থাকলে কোনো ষড়যন্ত্রই সফল হবে না। আমরা চাই অবাধ, সুষ্ঠু ও নিরপেক্ষ একটি নির্বাচন, যেখানে সব দল অংশ নেবে। [13, 113, 135, 182]
body-paragraph: বাংলাদেশ নিয়ে প্রতিনিয়ত মিথ্যা তথ্য ছড়ানো হচ্ছে, অথচ এটি আমাদের দেশের সম্পূর্ণ অভ্যন্তরীণ বিষয়। তিনি বলেন, নির্বাচন সামনে রেখে একটি মহল দেশে অস্থিরতা সৃষ্টির চেষ্টা করছে। জনগণ সচেতন থাকলে কোনো ষড়যন্ত্রই সফল হবে না। আমরা চাই অবাধ, সুষ্ঠু ও নিরপেক্ষ একটি নির্বাচন, যেখানে সব দল অংশ নেবে। [278, 742, 401, 811]
body-paragraph: বাংলাদেশ নিয়ে প্রতিনিয়ত মিথ্যা তথ্য ছড়ানো হচ্ছে, অথচ এটি আমাদের দেশের সম্পূর্ণ অভ্যন্তরীণ বিষয়। তিনি বলেন, নির্বাচন সামনে রেখে একটি মহল দেশে অস্থিরতা সৃষ্টির চেষ্টা করছে। জনগণ সচেতন থাকলে কোনো ষড়যন্ত্রই সফল হবে না। আমরা চাই অবাধ, সুষ্ঠু ও নিরপেক্ষ একটি নির্বাচন, যেখানে সব দল অংশ নেবে। [145, 656, 268, 725]
continued-from-label: প্রথম পৃষ্ঠার পর [718, 102, 758, 110]
body-paragraph: বাংলাদেশ নিয়ে প্রতিনিয়ত মিথ্যা তথ্য ছড়ানো হচ্ছে, অথচ এটি আমাদের দেশের সম্পূর্ণ অভ্যন্তরীণ বিষয়। তিনি বলেন, নির্বাচন সামনে রেখে একটি মহল দেশে অস্থিরতা সৃষ্টির চেষ্টা করছে। জনগণ সচেতন থাকলে কোনো ষড়যন্ত্রই সফল হবে না। আমরা চাই অবাধ, সুষ্ঠু ও নিরপেক্ষ একটি নির্বাচন, যেখানে সব দল অংশ নেবে। [677, 616, 800, 685]
body-paragraph: গতকাল সোমবার রাজধানীর একটি হোটেলে আয়োজিত সংবাদ সম্মেলনে এসব কথা বলেন তিনি। অনুষ্ঠানে আরও উপস্থিত ছিলেন দলের কেন্দ্রীয় নেতারা। বক্তারা বলেন, জনগণের ভোটাধিকার প্রতিষ্ঠার আন্দোলনে সবাইকে ঐক্যবদ্ধ থাকতে হবে। গণতন্ত্র পুনরুদ্ধারে সব শ্রেণি-পেশার মানুষের সহযোগিতা প্রয়োজন। [145, 1236, 268, 1304]
body-paragraph: বাংলাদেশ নিয়ে প্রতিনিয়ত মিথ্যা তথ্য ছড়ানো হচ্ছে, অথচ এটি আমাদের দেশের সম্পূর্ণ অভ্যন্তরীণ বিষয়। তিনি বলেন, নির্বাচন সামনে রেখে একটি মহল দেশে অস্থিরতা সৃষ্টির চেষ্টা করছে। জনগণ সচেতন থাকলে কোনো ষড়যন্ত্রই সফল হবে না। আমরা চাই অবাধ, সুষ্ঠু ও নিরপেক্ষ একটি নির্বাচন, যেখানে সব দল অংশ নেবে। [411, 529, 534, 598]
body-paragraph: সংশ্লিষ্ট সূত্রে জানা গেছে, গত কয়েক দিনে দেশের বিভিন্ন স্থানে বিচ্ছিন্ন সহিংসতার ঘটনা ঘটেছে। পুলিশ সদর দপ্তর জানিয়েছে, এসব ঘটনায় জড়িতদের বিরুদ্ধে আইনানুগ ব্যবস্থা নেওয়া হচ্ছে। ইতোমধ্যে বেশ কয়েকজনকে গ্রেপ্তার করা হয়েছে। তদন্ত শেষে বিস্তারিত জানানো হবে বলে জানিয়েছে সংস্থাটি। [810, 928, 933, 988]
continued-from-label: প্রথম পৃষ্ঠার পর [54, 492, 94, 500]
article-headline: বদর নিয়ে জাতীয় স্বার্থবিরোধী কোনো [677, 70, 763, 97]
body-paragraph: বিশেষজ্ঞরা বলছেন, অর্থনৈতিক স্থিতিশীলতা বজায় রাখতে হলে রাজনৈতিক স্থিতিশীলতা জরুরি। ব্যাংক খাতে সুশাসন ফিরিয়ে আনতে কেন্দ্রীয় ব্যাংক নানা পদক্ষেপ নিয়েছে। খেলাপি ঋণ আদায়ে কঠোর অবস্থানে রয়েছে সরকার। রেমিট্যান্স প্রবাহ বাড়ায় রিজার্ভ পরিস্থিতিরও উন্নতি হয়েছে বলে জানানো হয়। [810, 1043, 933, 1112]
column-7 [804, 69, 937, 1427]
body-paragraph: গতকাল সোমবার রাজধানীর একটি হোটেলে আয়োজিত সংবাদ সম্মেলনে এসব কথা বলেন তিনি। অনুষ্ঠানে আরও উপস্থিত ছিলেন দলের কেন্দ্রীয় নেতারা। বক্তারা বলেন, জনগণের ভোটাধিকার প্রতিষ্ঠার আন্দোলনে সবাইকে ঐক্যবদ্ধ থাকতে হবে। গণতন্ত্র পুনরুদ্ধারে সব শ্রেণি-পেশার মানুষের সহযোগিতা প্রয়োজন। [278, 343, 401, 412]
continued-from-label: প্রথম পৃষ্ঠার পর [851, 1032, 891, 1040]
article-headline: এ নির্বাচন ফ্যাসিবাদের [146, 793, 268, 812]
body-paragraph: এদিকে বিভিন্ন জেলা থেকে আমাদের প্রতিনিধিরা জানান, নির্বাচনী প্রচারণা শান্তিপূর্ণভাবে চলছে। প্রার্থীরা ভোটারদের দ্বারে দ্বারে গিয়ে ভোট প্রার্থনা করছেন। জেলা প্রশাসন ও আইনশৃঙ্খলা বাহিনী সার্বিক পরিস্থিতি পর্যবেক্ষণ করছে। কোথাও কোনো অপ্রীতিকর ঘটনার খবর পাওয়া যায়নি বলে জানা গেছে। [544, 883, 667, 952]
body-paragraph: বাংলাদেশ নিয়ে প্রতিনিয়ত মিথ্যা তথ্য ছড়ানো হচ্ছে, অথচ এটি আমাদের দেশের সম্পূর্ণ অভ্যন্তরীণ বিষয়। তিনি বলেন, নির্বাচন সামনে রেখে একটি মহল দেশে অস্থিরতা সৃষ্টির চেষ্টা করছে। জনগণ সচেতন থাকলে কোনো ষড়যন্ত্রই সফল হবে না। আমরা চাই অবাধ, সুষ্ঠু ও নিরপেক্ষ একটি নির্বাচন, যেখানে সব দল অংশ নেবে। [810, 1185, 933, 1253]
article-headline: সাংবাদিকতার প্রশ্নে সবাই এক হবেন: তথ্য [810, 214, 932, 248]
body-paragraph: বিশেষজ্ঞরা বলছেন, অর্থনৈতিক স্থিতিশীলতা বজায় রাখতে হলে রাজনৈতিক স্থিতিশীলতা জরুরি। ব্যাংক খাতে সুশাসন ফিরিয়ে আনতে কেন্দ্রীয় ব্যাংক নানা পদক্ষেপ নিয়েছে। খেলাপি ঋণ আদায়ে কঠোর অবস্থানে রয়েছে সরকার। রেমিট্যান্স প্রবাহ বাড়ায় রিজার্ভ পরিস্থিতিরও উন্নতি হয়েছে বলে জানানো হয়। [278, 1061, 401, 1130]
body-paragraph: সংশ্লিষ্ট সূত্রে জানা গেছে, গত কয়েক দিনে দেশের বিভিন্ন স্থানে বিচ্ছিন্ন সহিংসতার ঘটনা ঘটেছে। পুলিশ সদর দপ্তর জানিয়েছে, এসব ঘটনায় জড়িতদের বিরুদ্ধে আইনানুগ ব্যবস্থা নেওয়া হচ্ছে। ইতোমধ্যে বেশ কয়েকজনকে গ্রেপ্তার করা হয়েছে। তদন্ত শেষে বিস্তারিত জানানো হবে বলে জানিয়েছে সংস্থাটি। [13, 831, 135, 891]
body-paragraph: বাংলাদেশ নিয়ে প্রতিনিয়ত মিথ্যা তথ্য ছড়ানো হচ্ছে, অথচ এটি আমাদের দেশের সম্পূর্ণ অভ্যন্তরীণ বিষয়। তিনি বলেন, নির্বাচন সামনে রেখে একটি মহল দেশে অস্থিরতা সৃষ্টির চেষ্টা করছে। জনগণ সচেতন থাকলে কোনো ষড়যন্ত্রই সফল হবে না। আমরা চাই অবাধ, সুষ্ঠু ও নিরপেক্ষ একটি নির্বাচন, যেখানে সব দল অংশ নেবে। [145, 210, 268, 279]
body-paragraph: এদিকে বিভিন্ন জেলা থেকে আমাদের প্রতিনিধিরা জানান, নির্বাচনী প্রচারণা শান্তিপূর্ণভাবে চলছে। প্রার্থীরা ভোটারদের দ্বারে দ্বারে গিয়ে ভোট প্রার্থনা করছেন। জেলা প্রশাসন ও আইনশৃঙ্খলা বাহিনী সার্বিক পরিস্থিতি পর্যবেক্ষণ করছে। কোথাও কোনো অপ্রীতিকর ঘটনার খবর পাওয়া যায়নি বলে জানা গেছে। [677, 992, 800, 1061]
body-paragraph: গতকাল সোমবার রাজধানীর একটি হোটেলে আয়োজিত সংবাদ সম্মেলনে এসব কথা বলেন তিনি। অনুষ্ঠানে আরও উপস্থিত ছিলেন দলের কেন্দ্রীয় নেতারা। বক্তারা বলেন, জনগণের ভোটাধিকার প্রতিষ্ঠার আন্দোলনে সবাইকে ঐক্যবদ্ধ থাকতে হবে। গণতন্ত্র পুনরুদ্ধারে সব শ্রেণি-পেশার মানুষের সহযোগিতা প্রয়োজন। [145, 343, 268, 412]
body-paragraph: সংশ্লিষ্ট সূত্রে জানা গেছে, গত কয়েক দিনে দেশের বিভিন্ন স্থানে বিচ্ছিন্ন সহিংসতার ঘটনা ঘটেছে। পুলিশ সদর দপ্তর জানিয়েছে, এসব ঘটনায় জড়িতদের বিরুদ্ধে আইনানুগ ব্যবস্থা নেওয়া হচ্ছে। ইতোমধ্যে বেশ কয়েকজনকে গ্রেপ্তার করা হয়েছে। তদন্ত শেষে বিস্তারিত জানানো হবে বলে জানিয়েছে সংস্থাটি। [13, 317, 135, 377]
body-paragraph: এদিকে বিভিন্ন জেলা থেকে আমাদের প্রতিনিধিরা জানান, নির্বাচনী প্রচারণা শান্তিপূর্ণভাবে চলছে। প্রার্থীরা ভোটারদের দ্বারে দ্বারে গিয়ে ভোট প্রার্থনা করছেন। জেলা প্রশাসন ও আইনশৃঙ্খলা বাহিনী সার্বিক পরিস্থিতি পর্যবেক্ষণ করছে। কোথাও কোনো অপ্রীতিকর ঘটনার খবর পাওয়া যায়নি বলে জানা গেছে। [13, 503, 135, 572]
body-paragraph: এদিকে বিভিন্ন জেলা থেকে আমাদের প্রতিনিধিরা জানান, নির্বাচনী প্রচারণা শান্তিপূর্ণভাবে চলছে। প্রার্থীরা ভোটারদের দ্বারে দ্বারে গিয়ে ভোট প্রার্থনা করছেন। জেলা প্রশাসন ও আইনশৃঙ্খলা বাহিনী সার্বিক পরিস্থিতি পর্যবেক্ষণ করছে। কোথাও কোনো অপ্রীতিকর ঘটনার খবর পাওয়া যায়নি বলে জানা গেছে। [278, 671, 401, 740]
column-3 [273, 69, 406, 1427]
continued-from-label: প্রথম পৃষ্ঠার পর [320, 855, 359, 863]
body-paragraph: বাংলাদেশ নিয়ে প্রতিনিয়ত মিথ্যা তথ্য ছড়ানো হচ্ছে, অথচ এটি আমাদের দেশের সম্পূর্ণ অভ্যন্তরীণ বিষয়। তিনি বলেন, নির্বাচন সামনে রেখে একটি মহল দেশে অস্থিরতা সৃষ্টির চেষ্টা করছে। জনগণ সচেতন থাকলে কোনো ষড়যন্ত্রই সফল হবে না। আমরা চাই অবাধ, সুষ্ঠু ও নিরপেক্ষ একটি নির্বাচন, যেখানে সব দল অংশ নেবে। [677, 184, 800, 253]
body-paragraph: বিশেষজ্ঞরা বলছেন, অর্থনৈতিক স্থিতিশীলতা বজায় রাখতে হলে রাজনৈতিক স্থিতিশীলতা জরুরি। ব্যাংক খাতে সুশাসন ফিরিয়ে আনতে কেন্দ্রীয় ব্যাংক নানা পদক্ষেপ নিয়েছে। খেলাপি ঋণ আদায়ে কঠোর অবস্থানে রয়েছে সরকার। রেমিট্যান্স প্রবাহ বাড়ায় রিজার্ভ পরিস্থিতিরও উন্নতি হয়েছে বলে জানানো হয়। [677, 882, 800, 951]
article-headline: জামায়াত ক্ষমতায় আসলে নারীদের [13, 454, 135, 488]
body-paragraph: সংশ্লিষ্ট সূত্রে জানা গেছে, গত কয়েক দিনে দেশের বিভিন্ন স্থানে বিচ্ছিন্ন সহিংসতার ঘটনা ঘটেছে। পুলিশ সদর দপ্তর জানিয়েছে, এসব ঘটনায় জড়িতদের বিরুদ্ধে আইনানুগ ব্যবস্থা নেওয়া হচ্ছে। ইতোমধ্যে বেশ কয়েকজনকে গ্রেপ্তার করা হয়েছে। তদন্ত শেষে বিস্তারিত জানানো হবে বলে জানিয়েছে সংস্থাটি। [810, 467, 933, 527]
masthead-tagline: সত্য প্রকাশে আপসহীন দৈনিক [853, 14, 935, 22]
body-paragraph: সংশ্লিষ্ট সূত্রে জানা গেছে, গত কয়েক দিনে দেশের বিভিন্ন স্থানে বিচ্ছিন্ন সহিংসতার ঘটনা ঘটেছে। পুলিশ সদর দপ্তর জানিয়েছে, এসব ঘটনায় জড়িতদের বিরুদ্ধে আইনানুগ ব্যবস্থা নেওয়া হচ্ছে। ইতোমধ্যে বেশ কয়েকজনকে গ্রেপ্তার করা হয়েছে। তদন্ত শেষে বিস্তারিত জানানো হবে বলে জানিয়েছে সংস্থাটি। [544, 1158, 667, 1218]
body-paragraph: এদিকে বিভিন্ন জেলা থেকে আমাদের প্রতিনিধিরা জানান, নির্বাচনী প্রচারণা শান্তিপূর্ণভাবে চলছে। প্রার্থীরা ভোটারদের দ্বারে দ্বারে গিয়ে ভোট প্রার্থনা করছেন। জেলা প্রশাসন ও আইনশৃঙ্খলা বাহিনী সার্বিক পরিস্থিতি পর্যবেক্ষণ করছে। কোথাও কোনো অপ্রীতিকর ঘটনার খবর পাওয়া যায়নি বলে জানা গেছে। [13, 964, 135, 1033]
body-paragraph: এদিকে বিভিন্ন জেলা থেকে আমাদের প্রতিনিধিরা জানান, নির্বাচনী প্রচারণা শান্তিপূর্ণভাবে চলছে। প্রার্থীরা ভোটারদের দ্বারে দ্বারে গিয়ে ভোট প্রার্থনা করছেন। জেলা প্রশাসন ও আইনশৃঙ্খলা বাহিনী সার্বিক পরিস্থিতি পর্যবেক্ষণ করছে। কোথাও কোনো অপ্রীতিকর ঘটনার খবর পাওয়া যায়নি বলে জানা গেছে। [145, 139, 268, 208]
continued-from-label: প্রথম পৃষ্ঠার পর [453, 704, 492, 712]
body-paragraph: গতকাল সোমবার রাজধানীর একটি হোটেলে আয়োজিত সংবাদ সম্মেলনে এসব কথা বলেন তিনি। অনুষ্ঠানে আরও উপস্থিত ছিলেন দলের কেন্দ্রীয় নেতারা। বক্তারা বলেন, জনগণের ভোটাধিকার প্রতিষ্ঠার আন্দোলনে সবাইকে ঐক্যবদ্ধ থাকতে হবে। গণতন্ত্র পুনরুদ্ধারে সব শ্রেণি-পেশার মানুষের সহযোগিতা প্রয়োজন। [544, 680, 667, 748]
body-paragraph: সংশ্লিষ্ট সূত্রে জানা গেছে, গত কয়েক দিনে দেশের বিভিন্ন স্থানে বিচ্ছিন্ন সহিংসতার ঘটনা ঘটেছে। পুলিশ সদর দপ্তর জানিয়েছে, এসব ঘটনায় জড়িতদের বিরুদ্ধে আইনানুগ ব্যবস্থা নেওয়া হচ্ছে। ইতোমধ্যে বেশ কয়েকজনকে গ্রেপ্তার করা হয়েছে। তদন্ত শেষে বিস্তারিত জানানো হবে বলে জানিয়েছে সংস্থাটি। [411, 786, 534, 846]
article-headline: দুনিয়ার সব দেশে 'বিমান' নাই [810, 604, 932, 638]
names-list-paragraph: নিহতদের মধ্যে রয়েছেন— মোহাম্মদ আলী (৪৫), আবদুল করিম (৩৮), রফিকুল ইসলাম (৫২), নুরুল হক (৪০), সাইফুল ইসলাম (৩৫), আবু তাহের (৪৮), মজিবুর রহমান (৪৪), হাবিবুর রহমান (৩৬), আলমগীর হোসেন (৪২), শফিকুল ইসলাম (৩৯), জসিম উদ্দিন (৪১), কামাল হোসেন (৩৭)। [278, 414, 401, 474]
continued-from-label: প্রথম পৃষ্ঠার পর [187, 442, 227, 450]
body-paragraph: বাংলাদেশ নিয়ে প্রতিনিয়ত মিথ্যা তথ্য ছড়ানো হচ্ছে, অথচ এটি আমাদের দেশের সম্পূর্ণ অভ্যন্তরীণ বিষয়। তিনি বলেন, নির্বাচন সামনে রেখে একটি মহল দেশে অস্থিরতা সৃষ্টির চেষ্টা করছে। জনগণ সচেতন থাকলে কোনো ষড়যন্ত্রই সফল হবে না। আমরা চাই অবাধ, সুষ্ঠু ও নিরপেক্ষ একটি নির্বাচন, যেখানে সব দল অংশ নেবে। [411, 69, 534, 137]
body-paragraph: বিশেষজ্ঞরা বলছেন, অর্থনৈতিক স্থিতিশীলতা বজায় রাখতে হলে রাজনৈতিক স্থিতিশীলতা জরুরি। ব্যাংক খাতে সুশাসন ফিরিয়ে আনতে কেন্দ্রীয় ব্যাংক নানা পদক্ষেপ নিয়েছে। খেলাপি ঋণ আদায়ে কঠোর অবস্থানে রয়েছে সরকার। রেমিট্যান্স প্রবাহ বাড়ায় রিজার্ভ পরিস্থিতিরও উন্নতি হয়েছে বলে জানানো হয়। [411, 388, 534, 456]
body-paragraph: সংশ্লিষ্ট সূত্রে জানা গেছে, গত কয়েক দিনে দেশের বিভিন্ন স্থানে বিচ্ছিন্ন সহিংসতার ঘটনা ঘটেছে। পুলিশ সদর দপ্তর জানিয়েছে, এসব ঘটনায় জড়িতদের বিরুদ্ধে আইনানুগ ব্যবস্থা নেওয়া হচ্ছে। ইতোমধ্যে বেশ কয়েকজনকে গ্রেপ্তার করা হয়েছে। তদন্ত শেষে বিস্তারিত জানানো হবে বলে জানিয়েছে সংস্থাটি। [278, 999, 401, 1059]
body-paragraph: বাংলাদেশ নিয়ে প্রতিনিয়ত মিথ্যা তথ্য ছড়ানো হচ্ছে, অথচ এটি আমাদের দেশের সম্পূর্ণ অভ্যন্তরীণ বিষয়। তিনি বলেন, নির্বাচন সামনে রেখে একটি মহল দেশে অস্থিরতা সৃষ্টির চেষ্টা করছে। জনগণ সচেতন থাকলে কোনো ষড়যন্ত্রই সফল হবে না। আমরা চাই অবাধ, সুষ্ঠু ও নিরপেক্ষ একটি নির্বাচন, যেখানে সব দল অংশ নেবে। [145, 1103, 268, 1171]
body-paragraph: এদিকে বিভিন্ন জেলা থেকে আমাদের প্রতিনিধিরা জানান, নির্বাচনী প্রচারণা শান্তিপূর্ণভাবে চলছে। প্রার্থীরা ভোটারদের দ্বারে দ্বারে গিয়ে ভোট প্রার্থনা করছেন। জেলা প্রশাসন ও আইনশৃঙ্খলা বাহিনী সার্বিক পরিস্থিতি পর্যবেক্ষণ করছে। কোথাও কোনো অপ্রীতিকর ঘটনার খবর পাওয়া যায়নি বলে জানা গেছে। [677, 113, 800, 182]
body-paragraph: সংশ্লিষ্ট সূত্রে জানা গেছে, গত কয়েক দিনে দেশের বিভিন্ন স্থানে বিচ্ছিন্ন সহিংসতার ঘটনা ঘটেছে। পুলিশ সদর দপ্তর জানিয়েছে, এসব ঘটনায় জড়িতদের বিরুদ্ধে আইনানুগ ব্যবস্থা নেওয়া হচ্ছে। ইতোমধ্যে বেশ কয়েকজনকে গ্রেপ্তার করা হয়েছে। তদন্ত শেষে বিস্তারিত জানানো হবে বলে জানিয়েছে সংস্থাটি। [544, 343, 667, 403]
body-paragraph: বাংলাদেশ নিয়ে প্রতিনিয়ত মিথ্যা তথ্য ছড়ানো হচ্ছে, অথচ এটি আমাদের দেশের সম্পূর্ণ অভ্যন্তরীণ বিষয়। তিনি বলেন, নির্বাচন সামনে রেখে একটি মহল দেশে অস্থিরতা সৃষ্টির চেষ্টা করছে। জনগণ সচেতন থাকলে কোনো ষড়যন্ত্রই সফল হবে না। আমরা চাই অবাধ, সুষ্ঠু ও নিরপেক্ষ একটি নির্বাচন, যেখানে সব দল অংশ নেবে। [810, 263, 933, 332]
body-paragraph: গতকাল সোমবার রাজধানীর একটি হোটেলে আয়োজিত সংবাদ সম্মেলনে এসব কথা বলেন তিনি। অনুষ্ঠানে আরও উপস্থিত ছিলেন দলের কেন্দ্রীয় নেতারা। বক্তারা বলেন, জনগণের ভোটাধিকার প্রতিষ্ঠার আন্দোলনে সবাইকে ঐক্যবদ্ধ থাকতে হবে। গণতন্ত্র পুনরুদ্ধারে সব শ্রেণি-পেশার মানুষের সহযোগিতা প্রয়োজন। [810, 857, 933, 926]
date-line: ৩ ফেব্রুয়ারি ২০২৬ • ২০ মাঘ ১৪৩২ [10, 38, 138, 48]
body-paragraph: সংশ্লিষ্ট সূত্রে জানা গেছে, গত কয়েক দিনে দেশের বিভিন্ন স্থানে বিচ্ছিন্ন সহিংসতার ঘটনা ঘটেছে। পুলিশ সদর দপ্তর জানিয়েছে, এসব ঘটনায় জড়িতদের বিরুদ্ধে আইনানুগ ব্যবস্থা নেওয়া হচ্ছে। ইতোমধ্যে বেশ কয়েকজনকে গ্রেপ্তার করা হয়েছে। তদন্ত শেষে বিস্তারিত জানানো হবে বলে জানিয়েছে সংস্থাটি। [677, 820, 800, 880]
names-list-paragraph: আরও রয়েছেন— আনোয়ার হোসেন (৫০), মিজানুর রহমান (৩৩), শাহ আলম (৪৬), দেলোয়ার হোসেন (২৯), মোস্তাফিজুর রহমান (৩৪), আবদুর রাজ্জাক (৫৫), ফারুক আহমেদ (৪৩), সোহেল রানা (২৮), মাসুদ রানা (৩২), লিটন মিয়া (৩০), স্বপন কুমার (৪৭), বাবুল মিয়া (৩৮)। [278, 476, 401, 536]
body-paragraph: সংশ্লিষ্ট সূত্রে জানা গেছে, গত কয়েক দিনে দেশের বিভিন্ন স্থানে বিচ্ছিন্ন সহিংসতার ঘটনা ঘটেছে। পুলিশ সদর দপ্তর জানিয়েছে, এসব ঘটনায় জড়িতদের বিরুদ্ধে আইনানুগ ব্যবস্থা নেওয়া হচ্ছে। ইতোমধ্যে বেশ কয়েকজনকে গ্রেপ্তার করা হয়েছে। তদন্ত শেষে বিস্তারিত জানানো হবে বলে জানিয়েছে সংস্থাটি। [145, 1306, 268, 1367]
